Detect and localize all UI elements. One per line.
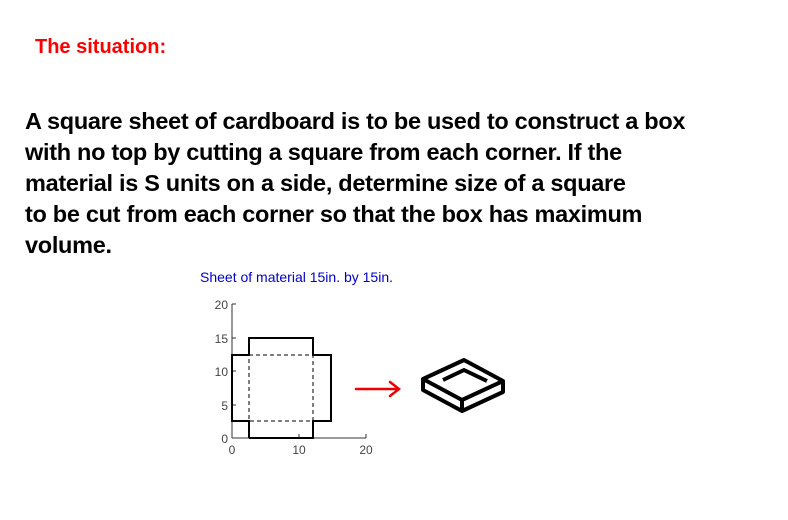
y-tick-label: 15: [214, 332, 228, 346]
x-tick-label: 10: [292, 443, 306, 457]
x-tick-label: 20: [359, 443, 373, 457]
problem-line: with no top by cutting a square from each corner. If the: [25, 139, 622, 165]
y-tick-label: 10: [214, 365, 228, 379]
problem-line: to be cut from each corner so that the box has maximum: [25, 201, 643, 227]
y-tick-label: 20: [214, 298, 228, 312]
x-tick-label: 0: [228, 443, 236, 457]
plot-axes: [232, 304, 366, 438]
problem-line: volume.: [25, 232, 112, 258]
box-net-outline: [232, 338, 331, 438]
y-tick-label: 5: [221, 399, 228, 413]
open-box-icon: [423, 360, 503, 411]
problem-line: material is S units on a side, determine size of a square: [25, 170, 626, 196]
figure-title: Sheet of material 15in. by 15in.: [200, 269, 394, 285]
arrow-icon: [356, 382, 399, 396]
y-tick-label: 0: [221, 432, 228, 446]
heading: The situation:: [35, 36, 167, 58]
problem-line: A square sheet of cardboard is to be used to construct a box: [25, 108, 686, 134]
fold-lines: [249, 355, 313, 421]
